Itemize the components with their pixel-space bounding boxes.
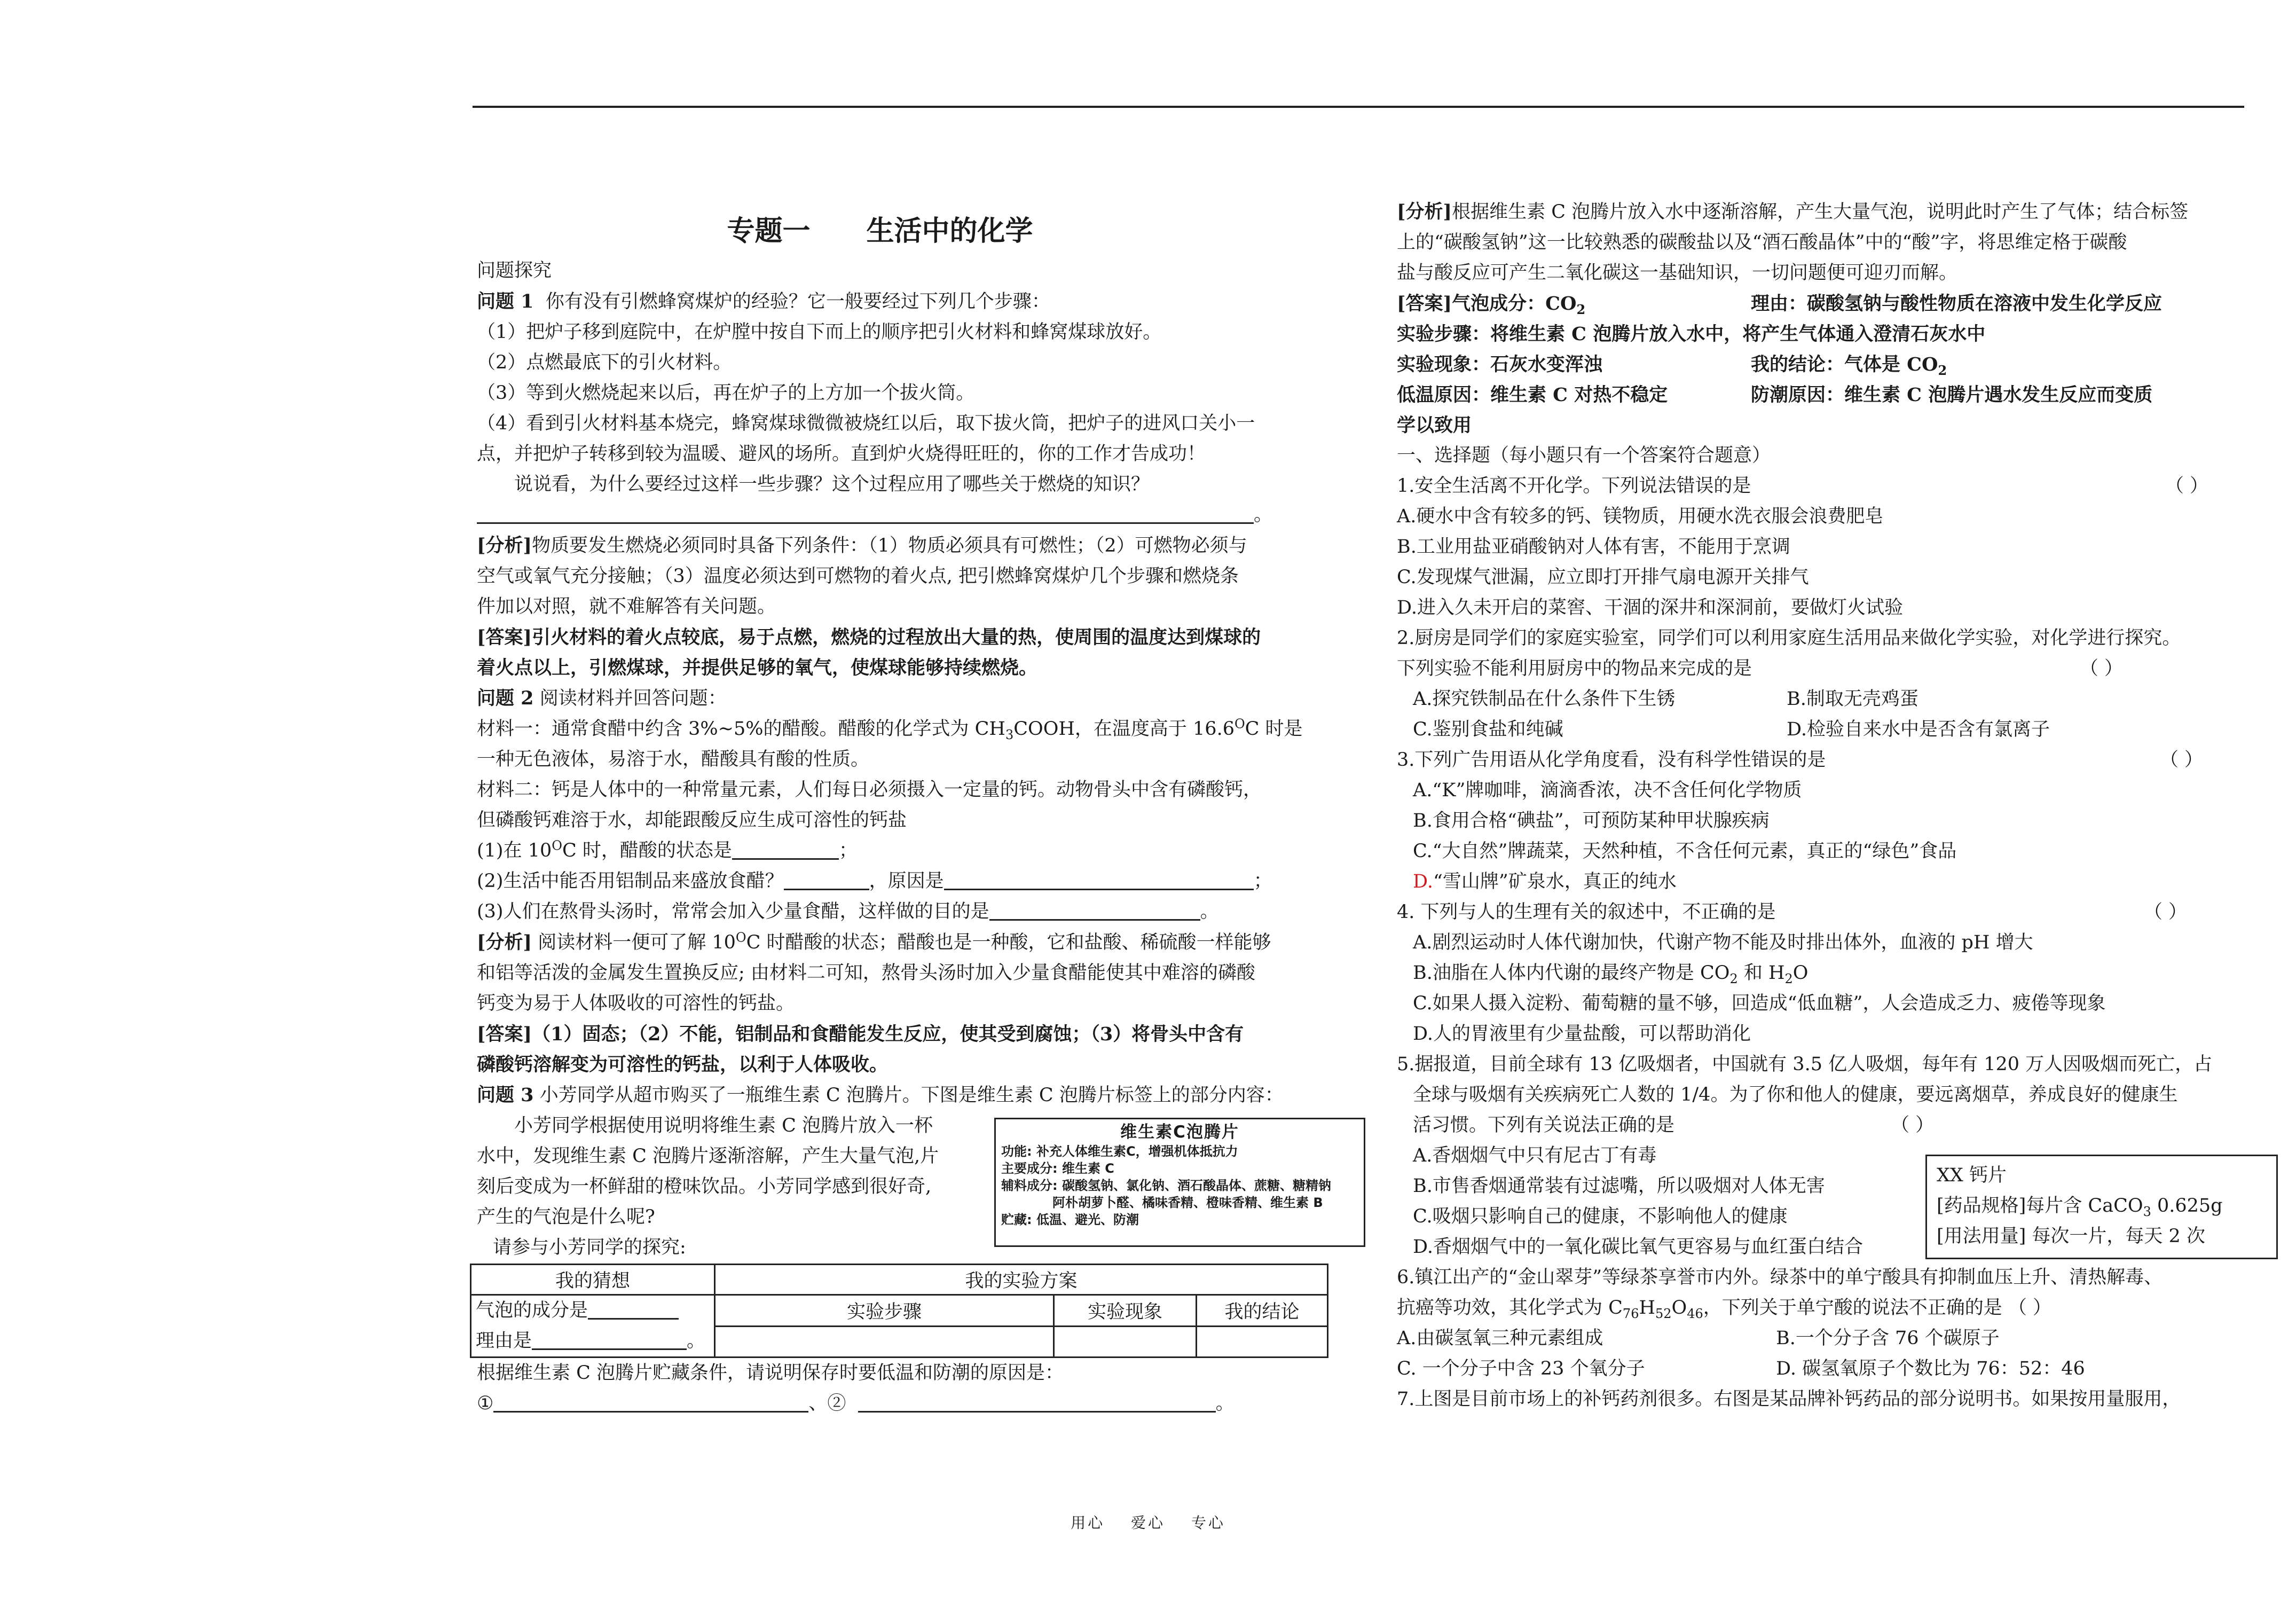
mc-option[interactable]: B.一个分子含 76 个碳原子 (1776, 1328, 2000, 1349)
q2-text: 阅读材料并回答问题： (539, 688, 727, 709)
answer-moisture: 防潮原因：维生素 C 泡腾片遇水发生反应而变质 (1751, 384, 2153, 406)
q2-3-end: 。 (1200, 901, 1219, 922)
blank-1-label: ① (477, 1393, 494, 1414)
sticker-row: 阿朴胡萝卜醛、橘味香精、橙味香精、维生素 B (1052, 1195, 1323, 1210)
q1-step: 点，并把炉子转移到较为温暖、避风的场所。直到炉火烧得旺旺的，你的工作才告成功！ (477, 443, 1206, 465)
storage-blank-2[interactable] (858, 1392, 1216, 1413)
subscript: 46 (1687, 1306, 1703, 1321)
mc-q1-text: 1.安全生活离不开化学。下列说法错误的是 (1397, 475, 1751, 497)
q3-text: 小芳同学从超市购买了一瓶维生素 C 泡腾片。下图是维生素 C 泡腾片标签上的部分内容： (539, 1085, 1284, 1106)
mc-q3 (1397, 745, 2246, 775)
phenomenon-input-cell[interactable] (1054, 1326, 1197, 1358)
mc-option[interactable]: C.“大自然”牌蔬菜，天然种植，不含任何元素，真正的“绿色”食品 (1413, 841, 1957, 862)
mc-q6-text: H (1639, 1297, 1655, 1319)
material-1 (477, 714, 1331, 744)
mc-option[interactable]: D.香烟烟气中的一氧化碳比氧气更容易与血红蛋白结合 (1413, 1236, 1863, 1258)
title-part-1: 专题一 (727, 215, 811, 247)
mc-option[interactable]: D.检验自来水中是否含有氯离子 (1787, 719, 2050, 740)
analysis-line: 根据维生素 C 泡腾片放入水中逐渐溶解，产生大量气泡，说明此时产生了气体；结合标签 (1452, 201, 2189, 223)
q2-1-end: ； (838, 840, 858, 861)
superscript: O (552, 838, 562, 853)
material-1-text: C 时是 (1245, 718, 1303, 740)
q1-step: （2）点燃最底下的引火材料。 (477, 352, 732, 373)
guess-1-label: 气泡的成分是 (476, 1300, 588, 1321)
header-rule (473, 106, 2244, 108)
analysis-tag: [分析] (477, 931, 532, 953)
q2-analysis-line: 钙变为易于人体吸收的可溶性的钙盐。 (477, 993, 795, 1014)
answer-row-3 (1397, 349, 2246, 380)
analysis-line: 上的“碳酸氢钠”这一比较熟悉的碳酸盐以及“酒石酸晶体”中的“酸”字，将思维定格于碳酸 (1397, 232, 2127, 253)
material-1-line: 一种无色液体，易溶于水，醋酸具有酸的性质。 (477, 749, 870, 770)
subscript: 2 (1576, 302, 1586, 317)
q1-analysis-line: 空气或氧气充分接触；（3）温度必须达到可燃物的着火点, 把引燃蜂窝煤炉几个步骤和燃烧条 (477, 566, 1239, 587)
header-guess: 我的猜想 (471, 1265, 715, 1295)
mc-q2-text: 下列实验不能利用厨房中的物品来完成的是 (1397, 658, 1752, 679)
sticker-row: 贮藏: 低温、避光、防潮 (1001, 1212, 1139, 1227)
answer-step: 实验步骤：将维生素 C 泡腾片放入水中，将产生气体通入澄清石灰水中 (1397, 323, 1986, 345)
answer-conclusion: 我的结论：气体是 CO (1751, 354, 1938, 375)
q1-step: （3）等到火燃烧起来以后，再在炉子的上方加一个拔火筒。 (477, 382, 975, 404)
q3-end: 。 (1215, 1393, 1235, 1414)
answer-row-1 (1397, 288, 2246, 319)
material-1-text: 材料一：通常食醋中约含 3%~5%的醋酸。醋酸的化学式为 CH (477, 718, 1005, 740)
footer-word: 专心 (1191, 1514, 1225, 1532)
conclusion-input-cell[interactable] (1197, 1326, 1328, 1358)
q2-2-text: (2)生活中能否用铝制品来盛放食醋？ (477, 870, 784, 892)
q1-analysis-line: 物质要发生燃烧必须同时具备下列条件：（1）物质必须具有可燃性；（2）可燃物必须与 (532, 535, 1247, 556)
superscript: O (1234, 716, 1245, 732)
table-row (471, 1265, 1328, 1295)
mc-q4 (1397, 897, 2246, 928)
mc-q6-options-2 (1397, 1354, 2246, 1384)
q1-text: 你有没有引燃蜂窝煤炉的经验？它一般要经过下列几个步骤： (545, 291, 1050, 312)
mc-q6-formula-line (1397, 1293, 2246, 1323)
guess-end: 。 (687, 1330, 706, 1352)
q2-2-end: ； (1253, 870, 1272, 892)
q1-end: 。 (1254, 504, 1273, 525)
mc-option[interactable]: A.剧烈运动时人体代谢加快，代谢产物不能及时排出体外，血液的 pH 增大 (1413, 932, 2033, 953)
footer-word: 爱心 (1130, 1514, 1165, 1532)
q1-answer-line: 引火材料的着火点较底，易于点燃，燃烧的过程放出大量的热，使周围的温度达到煤球的 (532, 626, 1261, 648)
answer-low-temp: 低温原因：维生素 C 对热不稳定 (1397, 384, 1668, 406)
answer-tag: [答案] (477, 1023, 532, 1045)
subscript: 2 (1938, 363, 1947, 378)
mc-q5 (1397, 1110, 2246, 1141)
mc-q7-text: 7.上图是目前市场上的补钙药剂很多。右图是某品牌补钙药品的部分说明书。如果按用量服用， (1397, 1388, 2181, 1410)
q2-analysis (477, 927, 1331, 958)
q3-storage-blanks (477, 1388, 1331, 1419)
storage-blank-1[interactable] (493, 1392, 808, 1413)
page-footer (0, 1511, 2296, 1533)
q1-prompt: 说说看，为什么要经过这样一些步骤？这个过程应用了哪些关于燃烧的知识？ (514, 474, 1150, 495)
mc-q6-text: O (1671, 1297, 1687, 1319)
page-title (429, 210, 1331, 253)
mc-option[interactable]: C.如果人摄入淀粉、葡萄糖的量不够，回造成“低血糖”，人会造成乏力、疲倦等现象 (1413, 993, 2106, 1014)
q2-2-blank-a[interactable] (784, 869, 869, 890)
q2-1-text: C 时，醋酸的状态是 (562, 840, 732, 861)
mc-option[interactable]: B.工业用盐亚硝酸钠对人体有害，不能用于烹调 (1397, 536, 1790, 558)
mc-q6-text: 6.镇江出产的“金山翠芽”等绿茶享誉市内外。绿茶中的单宁酸具有抑制血压上升、清热解毒、 (1397, 1267, 2163, 1288)
material-1-text: COOH，在温度高于 16.6 (1013, 718, 1235, 740)
mc-option-text: “雪山牌”矿泉水，真正的纯水 (1433, 871, 1677, 892)
calcium-name: XX 钙片 (1937, 1165, 2007, 1186)
calcium-spec-text: [药品规格]每片含 CaCO (1937, 1195, 2143, 1217)
q2-1-blank[interactable] (732, 839, 839, 860)
q2-2-blank-b[interactable] (944, 869, 1254, 890)
mc-option[interactable]: A.由碳氢氧三种元素组成 (1397, 1328, 1603, 1349)
sticker-title: 维生素C泡腾片 (1120, 1123, 1239, 1142)
mc-q5-text: 活习惯。下列有关说法正确的是 (1413, 1115, 1675, 1136)
section-heading: 问题探究 (477, 260, 552, 281)
apply-heading: 学以致用 (1397, 414, 1472, 436)
mc-q2-options-2 (1397, 715, 2246, 745)
q2-stem (477, 683, 1331, 714)
choice-section-heading: 一、选择题（每小题只有一个答案符合题意） (1397, 445, 1771, 466)
q2-label: 问题 2 (477, 687, 534, 709)
answer-paren[interactable]: （ ） (2165, 475, 2208, 497)
mc-option[interactable]: C.吸烟只影响自己的健康，不影响他人的健康 (1413, 1206, 1788, 1227)
answer-tag: [答案] (477, 626, 532, 648)
mc-option[interactable]: D.进入久未开启的菜窖、干涸的深井和深洞前，要做灯火试验 (1397, 597, 1903, 618)
q3-story-line: 水中，发现维生素 C 泡腾片逐渐溶解，产生大量气泡,片 (477, 1146, 939, 1167)
mc-q6-options-1 (1397, 1323, 2246, 1354)
answer-tag: [答案] (1397, 293, 1452, 315)
q2-1-text: (1)在 10 (477, 840, 552, 861)
answer-gas: 气泡成分：CO (1452, 293, 1577, 315)
calcium-tablet-box (1925, 1155, 2278, 1259)
mc-option[interactable]: A.“K”牌咖啡，滴滴香浓，决不含任何化学物质 (1413, 780, 1802, 801)
col-step: 实验步骤 (715, 1295, 1054, 1327)
col-conclusion: 我的结论 (1197, 1295, 1328, 1327)
mc-option[interactable]: B.食用合格“碘盐”，可预防某种甲状腺疾病 (1413, 810, 1770, 831)
q3-label: 问题 3 (477, 1084, 534, 1106)
analysis-tag: [分析] (477, 535, 532, 556)
option-text: B.油脂在人体内代谢的最终产物是 CO (1413, 962, 1730, 984)
mc-q2-text: 2.厨房是同学们的家庭实验室，同学们可以利用家庭生活用品来做化学实验，对化学进行探究。 (1397, 627, 2181, 649)
subscript: 52 (1655, 1306, 1672, 1321)
mc-option[interactable]: D.人的胃液里有少量盐酸，可以帮助消化 (1413, 1023, 1751, 1045)
guess-2-blank[interactable] (532, 1329, 687, 1350)
option-letter-d: D. (1413, 871, 1433, 892)
q2-answer-line: 磷酸钙溶解变为可溶性的钙盐，以利于人体吸收。 (477, 1054, 888, 1076)
q1-answer-blank[interactable] (477, 500, 1331, 530)
mc-option[interactable]: C.发现煤气泄漏，应立即打开排气扇电源开关排气 (1397, 567, 1809, 588)
subscript: 3 (1005, 727, 1014, 742)
mc-q6-text: ，下列关于单宁酸的说法不正确的是 （ ） (1703, 1297, 2052, 1319)
rq3-analysis (1397, 197, 2246, 227)
mc-q2 (1397, 654, 2246, 684)
q2-analysis-line: 和铝等活泼的金属发生置换反应; 由材料二可知，熬骨头汤时加入少量食醋能使其中难溶的磷酸 (477, 962, 1255, 984)
mc-option[interactable]: C. 一个分子中含 23 个氧分子 (1397, 1358, 1645, 1379)
q2-3-blank[interactable] (989, 900, 1200, 921)
mc-q5-text: 全球与吸烟有关疾病死亡人数的 1/4。为了你和他人的健康，要远离烟草，养成良好的健康生 (1413, 1084, 2178, 1105)
q2-sub-1 (477, 836, 1331, 866)
answer-paren[interactable]: （ ） (2143, 901, 2187, 923)
q2-3-text: (3)人们在熬骨头汤时，常常会加入少量食醋，这样做的目的是 (477, 901, 989, 922)
subscript: 76 (1622, 1306, 1639, 1321)
step-input-cell[interactable] (715, 1326, 1054, 1358)
q2-answer (477, 1019, 1331, 1049)
table-row (471, 1295, 1328, 1327)
mc-option[interactable] (1397, 958, 2246, 988)
mc-option[interactable]: D. 碳氢氧原子个数比为 76：52：46 (1776, 1358, 2085, 1379)
mc-option[interactable]: B.制取无壳鸡蛋 (1787, 688, 1918, 710)
guess-cell (471, 1295, 715, 1358)
analysis-line: 盐与酸反应可产生二氧化碳这一基础知识，一切问题便可迎刃而解。 (1397, 262, 1958, 284)
q3-stem (477, 1080, 1331, 1111)
blank-2-label: 、② (808, 1393, 846, 1414)
guess-1-blank[interactable] (588, 1299, 679, 1320)
q3-story-line: 产生的气泡是什么呢? (477, 1206, 655, 1228)
mc-q6-text: 抗癌等功效，其化学式为 C (1397, 1297, 1623, 1319)
q2-answer-line: （1）固态；（2）不能，铝制品和食醋能发生反应，使其受到腐蚀；（3）将骨头中含有 (532, 1023, 1244, 1045)
q1-analysis-line: 件加以对照，就不难解答有关问题。 (477, 596, 776, 617)
subscript: 2 (1784, 971, 1793, 986)
header-plan: 我的实验方案 (715, 1265, 1328, 1295)
q1-analysis (477, 530, 1331, 561)
q3-story-line: 小芳同学根据使用说明将维生素 C 泡腾片放入一杯 (514, 1115, 933, 1136)
calcium-spec-text: 0.625g (2151, 1195, 2223, 1217)
mc-option[interactable]: B.市售香烟通常装有过滤嘴，所以吸烟对人体无害 (1413, 1175, 1825, 1197)
q3-story-line: 刻后变成为一杯鲜甜的橙味饮品。小芳同学感到很好奇, (477, 1176, 932, 1197)
calcium-usage: [用法用量] 每次一片，每天 2 次 (1937, 1226, 2205, 1247)
footer-word: 用心 (1071, 1514, 1105, 1532)
q3-invite: 请参与小芳同学的探究: (493, 1237, 686, 1258)
subscript: 2 (1729, 971, 1738, 986)
answer-paren[interactable]: （ ） (2079, 658, 2123, 679)
option-text: O (1792, 962, 1809, 984)
sticker-row: 功能: 补充人体维生素C，增强机体抵抗力 (1001, 1144, 1238, 1159)
analysis-tag: [分析] (1397, 201, 1452, 223)
q2-2-text: ，原因是 (869, 870, 944, 892)
q2-analysis-text: 阅读材料一便可了解 10 (532, 932, 736, 953)
superscript: O (735, 930, 746, 945)
q1-step: （4）看到引火材料基本烧完，蜂窝煤球微微被烧红以后，取下拔火筒，把炉子的进风口关小一 (477, 413, 1255, 434)
mc-option[interactable]: A.探究铁制品在什么条件下生锈 (1413, 688, 1676, 710)
mc-q3-text: 3.下列广告用语从化学角度看，没有科学性错误的是 (1397, 749, 1826, 771)
sticker-row: 主要成分: 维生素 C (1001, 1161, 1114, 1176)
q2-sub-3 (477, 897, 1331, 927)
exploration-table (470, 1264, 1328, 1358)
answer-paren[interactable]: （ ） (2159, 749, 2203, 771)
q1-label: 问题 1 (477, 291, 534, 312)
answer-paren[interactable]: （ ） (1891, 1115, 1935, 1136)
col-phenomenon: 实验现象 (1054, 1295, 1197, 1327)
q3-storage: 根据维生素 C 泡腾片贮藏条件，请说明保存时要低温和防潮的原因是： (477, 1362, 1064, 1384)
q1-step: （1）把炉子移到庭院中，在炉膛中按自下而上的顺序把引火材料和蜂窝煤球放好。 (477, 321, 1162, 343)
subscript: 3 (2143, 1204, 2151, 1219)
mc-option[interactable]: A.硬水中含有较多的钙、镁物质，用硬水洗衣服会浪费肥皂 (1397, 506, 1884, 527)
mc-q1 (1397, 471, 2246, 501)
mc-q4-text: 4. 下列与人的生理有关的叙述中，不正确的是 (1397, 901, 1776, 923)
answer-row-4 (1397, 380, 2246, 410)
mc-q2-options-1 (1397, 684, 2246, 715)
material-2-line: 材料二：钙是人体中的一种常量元素，人们每日必须摄入一定量的钙。动物骨头中含有磷酸钙， (477, 779, 1262, 801)
q2-analysis-text: C 时醋酸的状态；醋酸也是一种酸，它和盐酸、稀硫酸一样能够 (746, 932, 1271, 953)
answer-phenomenon: 实验现象：石灰水变浑浊 (1397, 354, 1603, 375)
vitamin-c-label-image (994, 1118, 1365, 1247)
q1-answer-line: 着火点以上，引燃煤球，并提供足够的氧气，使煤球能够持续燃烧。 (477, 657, 1038, 679)
guess-2-label: 理由是 (476, 1330, 532, 1352)
q1-stem (477, 286, 1331, 317)
mc-option[interactable]: A.香烟烟气中只有尼古丁有毒 (1413, 1145, 1657, 1166)
mc-option[interactable]: C.鉴别食盐和纯碱 (1413, 719, 1563, 740)
title-part-2: 生活中的化学 (866, 215, 1033, 247)
answer-reason: 理由：碳酸氢钠与酸性物质在溶液中发生化学反应 (1751, 293, 2163, 315)
sticker-row: 辅料成分: 碳酸氢钠、氯化钠、酒石酸晶体、蔗糖、糖精钠 (1001, 1178, 1331, 1193)
mc-option[interactable] (1397, 867, 2246, 897)
q2-sub-2 (477, 866, 1331, 897)
option-text: 和 H (1737, 962, 1785, 984)
material-2-line: 但磷酸钙难溶于水，却能跟酸反应生成可溶性的钙盐 (477, 810, 907, 831)
q1-answer (477, 622, 1331, 653)
mc-q5-text: 5.据报道，目前全球有 13 亿吸烟者，中国就有 3.5 亿人吸烟，每年有 120 万人因吸烟而死亡，占 (1397, 1054, 2213, 1075)
calcium-spec (1937, 1191, 2267, 1221)
